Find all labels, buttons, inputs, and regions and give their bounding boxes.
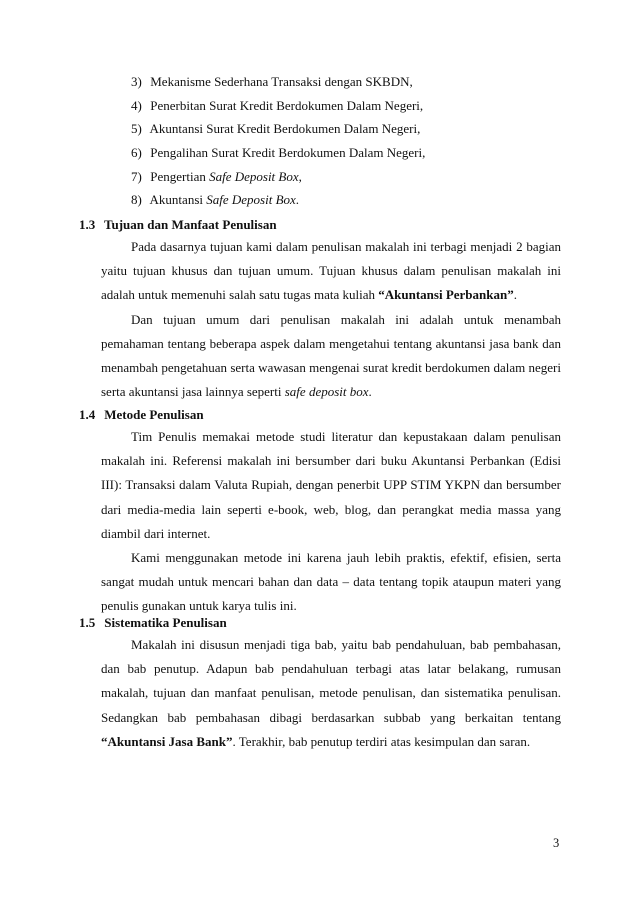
- section-body: [101, 425, 561, 619]
- list-item: 7) Pengertian Safe Deposit Box,: [131, 168, 302, 184]
- section-1-5: [79, 613, 561, 754]
- topic-list: [131, 70, 425, 212]
- section-heading: 1.3 Tujuan dan Manfaat Penulisan: [79, 217, 277, 232]
- paragraph: Makalah ini disusun menjadi tiga bab, yaitu bab pendahuluan, bab pembahasan, dan bab penutup. Adapun bab pendahuluan terbagi atas latar belakang, rumusan makalah, tujuan dan manfaat penulisan, metode penulisan, dan sistematika penulisan. Sedangkan bab pembahasan dibagi berdasarkan subbab yang berkaitan tentang “Akuntansi Jasa Bank”. Terakhir, bab penutup terdiri atas kesimpulan dan saran.: [101, 637, 561, 749]
- section-body: [101, 633, 561, 754]
- list-item: 8) Akuntansi Safe Deposit Box.: [131, 192, 300, 208]
- list-item: 3) Mekanisme Sederhana Transaksi dengan SKBDN,: [131, 74, 413, 89]
- section-heading: 1.4 Metode Penulisan: [79, 407, 204, 422]
- section-1-4: [79, 405, 561, 619]
- section-heading: 1.5 Sistematika Penulisan: [79, 615, 227, 630]
- section-1-3: [79, 215, 561, 404]
- list-item: 5) Akuntansi Surat Kredit Berdokumen Dalam Negeri,: [131, 121, 421, 137]
- list-item: 6) Pengalihan Surat Kredit Berdokumen Dalam Negeri,: [131, 145, 426, 161]
- paragraph: Dan tujuan umum dari penulisan makalah ini adalah untuk menambah pemahaman tentang beberapa aspek dalam mengetahui tentang akuntansi jasa bank dan menambah pengetahuan serta wawasan mengenai surat kredit berdokumen dalam negeri serta akuntansi jasa lainnya seperti safe deposit box.: [101, 311, 561, 400]
- paragraph: Tim Penulis memakai metode studi literatur dan kepustakaan dalam penulisan makalah ini. Referensi makalah ini bersumber dari buku Akuntansi Perbankan (Edisi III): Transaksi dalam Valuta Rupiah, dengan penerbit UPP STIM YKPN dan bersumber dari media-media lain seperti e-book, web, blog, dan perangkat media massa yang diambil dari internet.: [101, 429, 561, 541]
- paragraph: Pada dasarnya tujuan kami dalam penulisan makalah ini terbagi menjadi 2 bagian yaitu tujuan khusus dan tujuan umum. Tujuan khusus dalam penulisan makalah ini adalah untuk memenuhi salah satu tugas mata kuliah “Akuntansi Perbankan”.: [101, 239, 561, 303]
- page-number: 3: [553, 836, 560, 850]
- section-body: [101, 235, 561, 404]
- list-item: 4) Penerbitan Surat Kredit Berdokumen Dalam Negeri,: [131, 97, 424, 113]
- paragraph: Kami menggunakan metode ini karena jauh lebih praktis, efektif, efisien, serta sangat mudah untuk mencari bahan dan data – data tentang topik ataupun materi yang penulis gunakan untuk karya tulis ini.: [101, 550, 561, 614]
